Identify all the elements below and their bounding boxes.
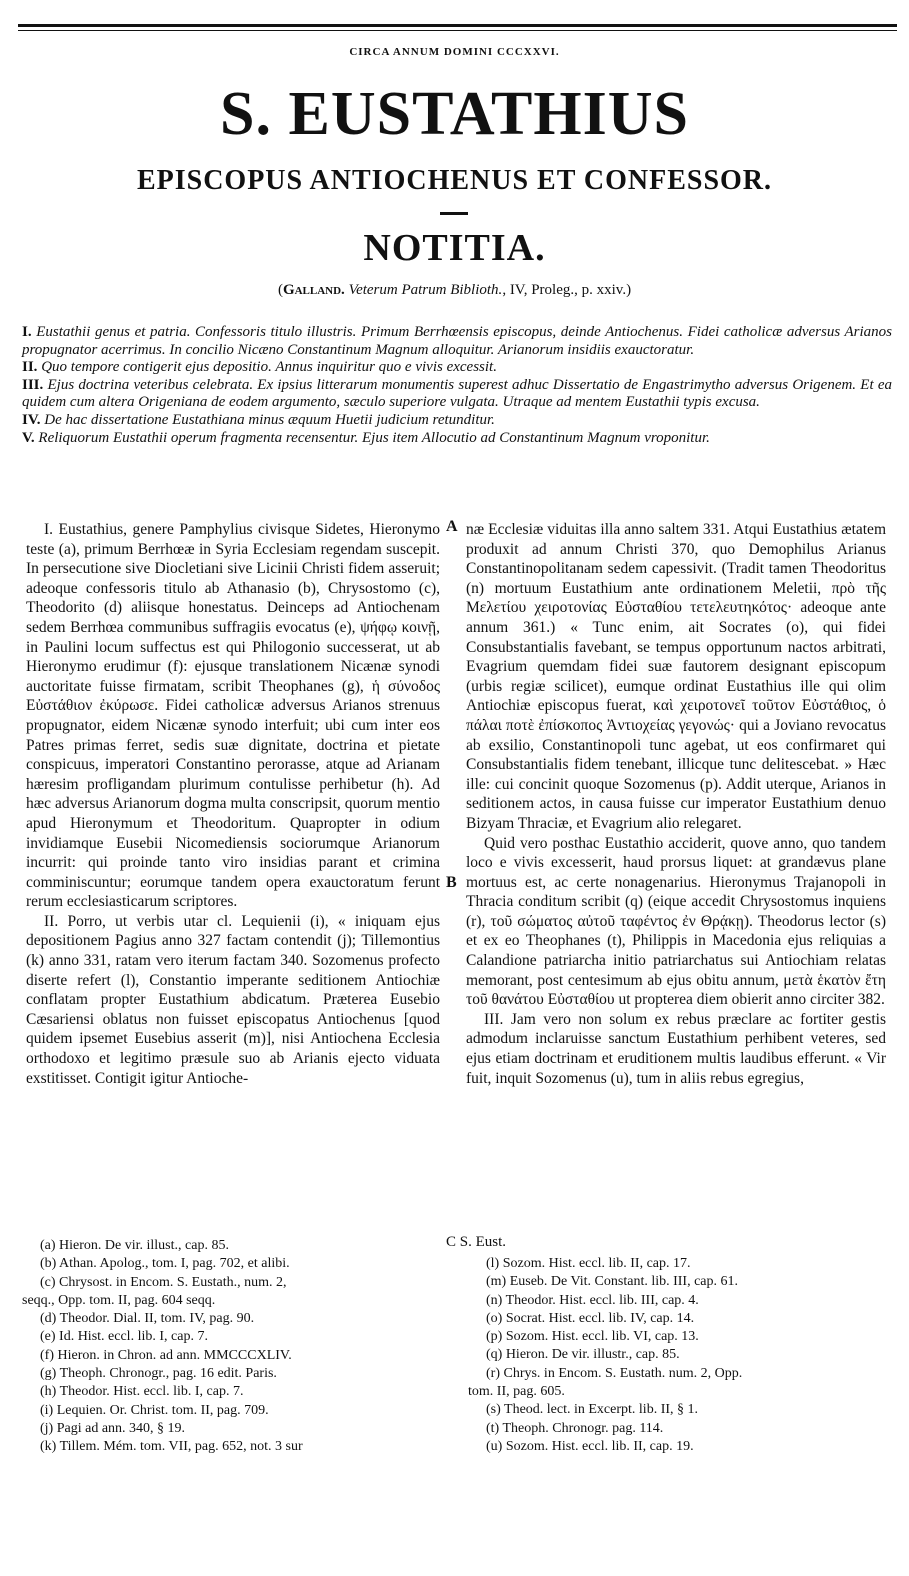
summary-item: I. Eustathii genus et patria. Confessoris titulo illustris. Primum Berrhœensis episcopus, deinde Antiochenus. Fidei catholicæ adversus Arianos propugnator acerrimus. In concilio Nicæno Constantinum Magnum alloquitur. Arianorum insidiis exauctoratur. [22,324,892,358]
footnote: (g) Theoph. Chronogr., pag. 16 edit. Paris. [40,1366,277,1382]
footnote: (h) Theodor. Hist. eccl. lib. I, cap. 7. [40,1384,244,1400]
body-paragraph: næ Ecclesiæ viduitas illa anno saltem 331. Atqui Eustathius ætatem produxit ad annum Christi 370, quo Demophilus Arianus Constantinopolitanam sedem capessivit. (Tradit tamen Theodoritus (n) mortuum Eustathium ante ordinationem Meletii, πρὸ τῆς Μελετίου χειροτονίας Εὐσταθίου τετελευτηκότος· adeoque ante annum 361.) « Tunc enim, ait Socrates (o), qui fidei Consubstantialis favebant, se tempus opportunum nactos arbitrati, Evagrium quemdam fidei suæ fautorem designant episcopum (urbis regiæ scilicet), eumque ordinat Eustathius ille qui olim Antiochiæ episcopus fuerat, καὶ χειροτονεῖ τοῦτον Εὐστάθιος, ὁ πάλαι ποτὲ ἐπίσκοπος Ἀντιοχείας γεγονώς· qui a Joviano revocatus ab exsilio, Constantinopoli tunc agebat, ut eos confirmaret qui Consubstantialis fidem tenebant, illicque tunc delitescebat. » Hæc ille: cui concinit quoque Sozomenus (p). Addit uterque, Arianos in seditionem actos, in causa fuisse cur imperator Eustathium denuo Bizyam Thraciæ, et Evagrium alio relegaret. [466,521,886,832]
source-author: Galland. [282,282,345,298]
margin-marker-a: A [446,518,458,535]
footnote: (t) Theoph. Chronogr. pag. 114. [486,1420,664,1436]
footnotes-right [468,1255,890,1456]
footnote: (q) Hieron. De vir. illustr., cap. 85. [486,1347,680,1363]
footnote: seqq., Opp. tom. II, pag. 604 seqq. [22,1292,216,1308]
footnote: (u) Sozom. Hist. eccl. lib. II, cap. 19. [486,1438,694,1454]
footnote: (r) Chrys. in Encom. S. Eustath. num. 2, Opp. [486,1365,743,1381]
page-title: S. EUSTATHIUS [220,80,689,148]
page-subtitle: EPISCOPUS ANTIOCHENUS ET CONFESSOR. [136,165,773,196]
summary-item: IV. De hac dissertatione Eustathiana minus æquum Huetii judicium retunditur. [22,411,495,428]
body-paragraph: II. Porro, ut verbis utar cl. Lequienii (i), « iniquam ejus depositionem Pagius anno 327 factam contendit (j); Tillemontius (k) anno 331, ratam vero iterum factam 340. Sozomenus profecto diserte refert (l), Constantio imperante seditionem Antiochiæ conflatam propter Eustathium abdicatum. Præterea Eusebio Cæsariensi oblatus non fuisset episcopatus Antiochenus [quod quidem ipsemet Eusebius asserit (m)], nisi Antiochena Ecclesia orthodoxo et legitimo præsule suo ab Arianis ejecto viduata exstitisset. Contigit igitur Antioche- [26,912,440,1087]
footnote: (c) Chrysost. in Encom. S. Eustath., num. 2, [40,1274,287,1290]
footnote: (o) Socrat. Hist. eccl. lib. IV, cap. 14. [486,1310,695,1326]
body-column-right [466,520,886,1088]
summary-item: III. Ejus doctrina veteribus celebrata. Ex ipsius litterarum monumentis superest adhuc Dissertatio de Engastrimytho adversus Origenem. Et ea quidem cum altera Origeniana de eodem argumento, sæculo superiore vulgata. Utraque ad mentem Eustathii typis excusa. [22,376,893,411]
body-paragraph: Quid vero posthac Eustathio acciderit, quove anno, quo tandem loco e vivis excesserit, haud prorsus liquet: at grandævus plane mortuus est, ac certe nonagenarius. Hieronymus Trajanopoli in Thracia conditum scribit (q) (eique accedit Chrysostomus inquiens (r), τοῦ σώματος αὐτοῦ ταφέντος ἐν Θρᾴκῃ). Theodorus lector (s) et ex eo Theophanes (t), Philippis in Macedonia ejus reliquias a Calandione patriarcha initio patriarchatus sui Antiochiam relatas memorant, post centesimum ab ejus obitu annum, μετὰ ἑκατὸν ἔτη τοῦ θανάτου Εὐσταθίου ut propterea diem obierit anno circiter 382. [466,834,886,1009]
summary-item: II. Quo tempore contigerit ejus depositio. Annus inquiritur quo e vivis excessit. [22,359,497,376]
footnote: (e) Id. Hist. eccl. lib. I, cap. 7. [40,1329,208,1345]
summary-block [22,324,892,447]
source-citation: (Galland. Veterum Patrum Biblioth., IV, Proleg., p. xxiv.) [277,282,632,298]
footnote: (f) Hieron. in Chron. ad ann. MMCCCXLIV. [40,1347,292,1363]
footnote: (b) Athan. Apolog., tom. I, pag. 702, et alibi. [40,1256,290,1272]
footnote: (l) Sozom. Hist. eccl. lib. II, cap. 17. [486,1256,691,1271]
footnotes-left [22,1237,436,1457]
footnote: (n) Theodor. Hist. eccl. lib. III, cap. 4. [486,1292,699,1308]
body-paragraph: III. Jam vero non solum ex rebus præclare ac fortiter gestis admodum inclaruisse sanctum Eustathium perhibent veteres, sed ejus etiam doctrinam et eruditionem multis laudibus efferunt. « Vir fuit, inquit Sozomenus (u), tum in aliis rebus egregius, [466,1010,886,1087]
section-title: NOTITIA. [363,227,546,269]
top-rule-thin [18,30,897,31]
notes-header: C S. Eust. [446,1234,507,1250]
summary-item: V. Reliquorum Eustathii operum fragmenta recensentur. Ejus item Allocutio ad Constantinum Magnum vroponitur. [22,429,710,446]
footnote: tom. II, pag. 605. [468,1384,565,1400]
footnote: (d) Theodor. Dial. II, tom. IV, pag. 90. [40,1311,255,1327]
margin-marker-b: B [446,874,457,891]
footnote: (m) Euseb. De Vit. Constant. lib. III, cap. 61. [486,1274,739,1290]
footnote: (a) Hieron. De vir. illust., cap. 85. [40,1238,229,1253]
title-dash [440,212,468,215]
source-work: Veterum Patrum Biblioth. [348,282,503,298]
running-title: CIRCA ANNUM DOMINI CCCXXVI. [349,46,560,58]
top-rule [18,24,897,27]
footnote: (k) Tillem. Mém. tom. VII, pag. 652, not. 3 sur [40,1439,303,1455]
body-column-left [26,520,440,1088]
body-paragraph: I. Eustathius, genere Pamphylius civisque Sidetes, Hieronymo teste (a), primum Berrhœæ in Syria Ecclesiam regendam suscepit. In persecutione sive Diocletiani sive Licinii Christi fidem asseruit; adeoque confessoris titulo ab Athanasio (b), Chrysostomo (c), Theodorito (d) aliisque honestatus. Deinceps ad Antiochenam sedem Berrhœa communibus suffragiis evocatus (e), ψήφῳ κοινῇ, in Paulini locum suffectus est qui Philogonio successerat, ut ab Hieronymo erudimur (f): ejusque translationem Nicænæ synodi auctoritate fuisse firmatam, scribit Theophanes (g), ἡ σύνοδος Εὐστάθιον ἐκύρωσε. Fidei catholicæ adversus Arianos strenuus propugnator, eidem Nicænæ synodo interfuit; ubi cum inter eos Patres primas ferret, sedis suæ dignitate, doctrina et pietate conspicuus, imperatori Constantino perorasse, atque ad Arianam hæresim profligandam plurimum contulisse perhibetur (h). Ad hæc adversus Arianorum dogma multa conscripsit, quorum mentio apud Hieronymum et Theodoritum. Quapropter in odium invidiamque Eusebii Nicomediensis sociorumque Arianorum incurrit: qui proinde tanto viro insidias parant et crimina comminiscuntur; eorumque tandem opera exauctoratum ferunt rerum ecclesiasticarum scriptores. [26,521,440,911]
footnote: (s) Theod. lect. in Excerpt. lib. II, § 1. [486,1402,699,1418]
footnote: (p) Sozom. Hist. eccl. lib. VI, cap. 13. [486,1329,699,1345]
footnote: (j) Pagi ad ann. 340, § 19. [40,1420,186,1436]
footnote: (i) Lequien. Or. Christ. tom. II, pag. 709. [40,1402,269,1418]
source-ref: , IV, Proleg., p. xxiv.) [502,282,632,298]
